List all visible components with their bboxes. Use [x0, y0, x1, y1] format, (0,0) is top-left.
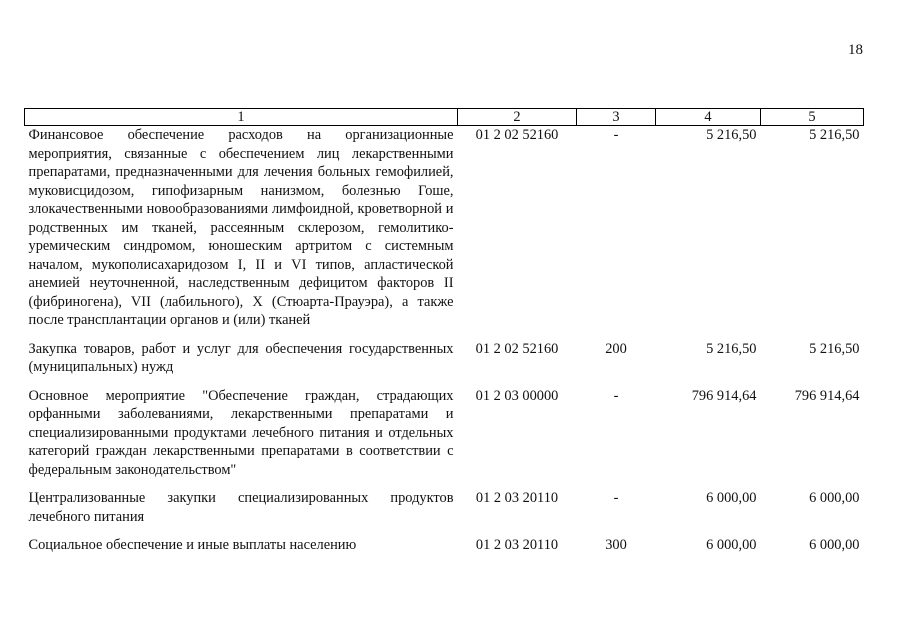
row-sum-1: 5 216,50 — [706, 127, 757, 143]
row-sum-1: 6 000,00 — [706, 490, 757, 506]
header-col-4: 4 — [656, 109, 761, 126]
table-row — [25, 489, 864, 536]
row-expense-type: - — [613, 127, 619, 143]
row-code: 01 2 02 52160 — [475, 127, 559, 143]
row-sum-2: 6 000,00 — [809, 490, 860, 506]
row-expense-type: - — [613, 490, 619, 506]
row-sum-1: 6 000,00 — [706, 537, 757, 553]
header-col-3: 3 — [577, 109, 656, 126]
header-col-1: 1 — [25, 109, 458, 126]
row-expense-type: - — [613, 387, 619, 404]
row-code: 01 2 03 20110 — [475, 490, 559, 506]
row-expense-type: 200 — [605, 340, 627, 357]
row-sum-1: 5 216,50 — [706, 340, 757, 357]
row-sum-2: 5 216,50 — [809, 127, 860, 143]
table-row — [25, 126, 864, 340]
row-code: 01 2 02 52160 — [475, 340, 559, 357]
row-expense-type: 300 — [605, 537, 627, 553]
row-name: Основное мероприятие "Обеспечение граждан, страдающих орфанными заболеваниями, лекарственными препаратами и специализированными продуктами лечебного питания и отдельных категорий граждан лекарственными препаратами в соответствии с федеральным законодательством" — [28, 387, 454, 478]
row-sum-1: 796 914,64 — [691, 387, 757, 404]
table-row — [25, 340, 864, 387]
row-sum-2: 796 914,64 — [794, 387, 860, 404]
budget-table — [24, 108, 864, 555]
table-header — [25, 109, 864, 126]
row-sum-2: 5 216,50 — [809, 340, 860, 357]
row-name: Закупка товаров, работ и услуг для обеспечения государственных (муниципальных) нужд — [28, 340, 454, 375]
row-name: Централизованные закупки специализированных продуктов лечебного питания — [28, 490, 454, 525]
row-name: Финансовое обеспечение расходов на организационные мероприятия, связанные с обеспечением лиц лекарственными препаратами, предназначенными для лечения больных гемофилией, муковисцидозом, гипофизарным нанизмом, болезнью Гоше, злокачественными новообразованиями лимфоидной, кроветворной и родственных им тканей, рассеянным склерозом, гемолитико-уремическим синдромом, юношеским артритом с системным началом, мукополисахаридозом I, II и VI типов, апластической анемией неуточненной, наследственным дефицитом факторов II (фибриногена), VII (лабильного), X (Стюарта-Прауэра), а также после трансплантации органов и (или) тканей — [28, 127, 454, 328]
row-code: 01 2 03 20110 — [475, 537, 559, 553]
row-code: 01 2 03 00000 — [475, 387, 559, 404]
row-name: Социальное обеспечение и иные выплаты населению — [28, 537, 357, 553]
header-col-2: 2 — [458, 109, 577, 126]
page-number: 18 — [848, 42, 863, 58]
header-row — [25, 109, 864, 126]
table-body — [25, 126, 864, 555]
header-col-5: 5 — [761, 109, 864, 126]
row-sum-2: 6 000,00 — [809, 537, 860, 553]
table-row — [25, 536, 864, 555]
table-row — [25, 387, 864, 490]
